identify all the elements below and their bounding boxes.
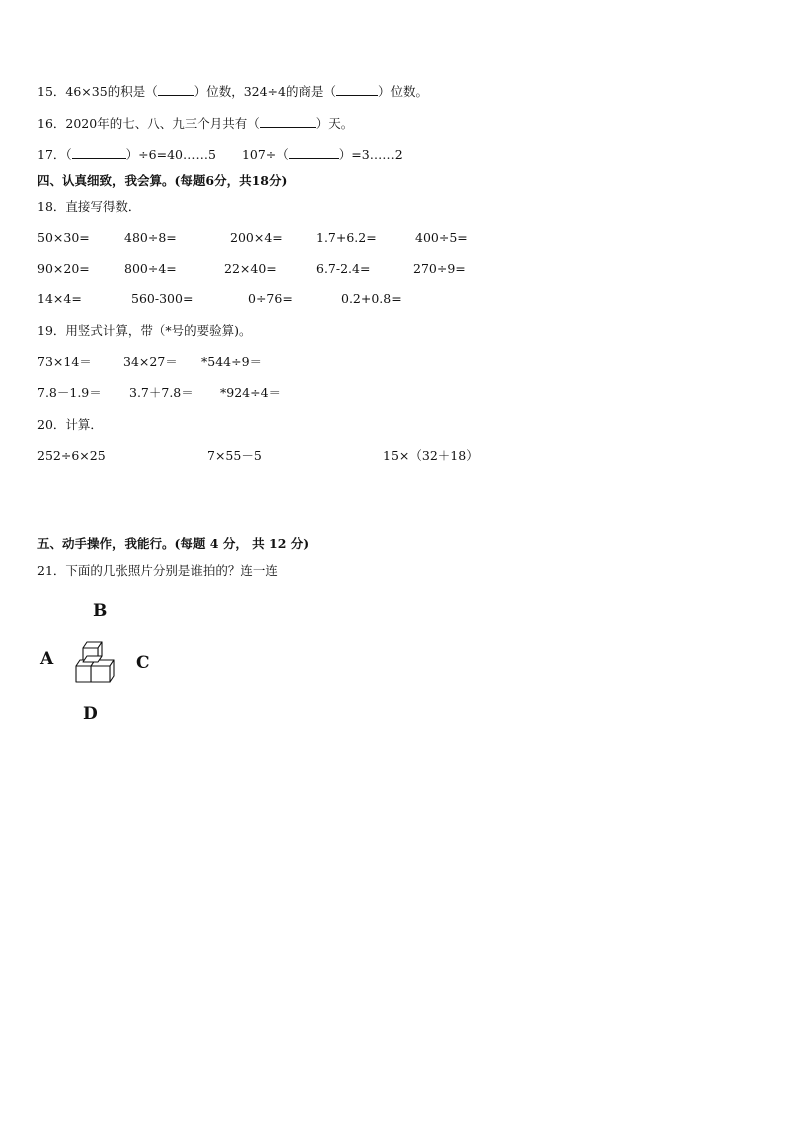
- calc-item: 90×20=: [37, 261, 90, 276]
- calc-item: 560-300=: [131, 291, 194, 306]
- question-18-title: 18．直接写得数．: [37, 199, 141, 214]
- calc-item: 200×4=: [230, 230, 283, 245]
- question-number: 17．: [37, 147, 66, 162]
- calc-item: 6.7-2.4=: [316, 261, 371, 276]
- view-label-d: D: [83, 704, 98, 724]
- answer-blank[interactable]: [260, 126, 316, 128]
- question-text: ）位数，324÷4的商是（: [193, 84, 336, 99]
- section-5-title: 五、动手操作，我能行。(每题 4 分， 共 12 分): [37, 536, 310, 551]
- calc-item: 1.7+6.2=: [316, 230, 377, 245]
- cube-face: [83, 656, 102, 662]
- question-text: 107÷（: [241, 147, 289, 162]
- question-number: 15．: [37, 84, 66, 99]
- calc-item: 15×（32＋18）: [383, 448, 479, 463]
- cube-face: [91, 666, 110, 682]
- calc-item: 480÷8=: [124, 230, 177, 245]
- question-number: 16．: [37, 116, 66, 131]
- calc-item: 7.8－1.9＝: [37, 385, 102, 400]
- question-21-title: 21．下面的几张照片分别是谁拍的？连一连: [37, 563, 278, 578]
- question-text: 2020年的七、八、九三个月共有（: [65, 116, 260, 131]
- calc-item: 800÷4=: [124, 261, 177, 276]
- calc-item: *544÷9＝: [201, 354, 263, 369]
- question-text: ）÷6=40……5: [125, 147, 216, 162]
- section-4-title: 四、认真细致，我会算。(每题6分，共18分): [37, 173, 288, 188]
- question-16: [37, 118, 353, 131]
- answer-blank[interactable]: [289, 157, 339, 159]
- question-20-title: 20．计算．: [37, 417, 103, 432]
- calc-item: 0.2+0.8=: [341, 291, 402, 306]
- view-label-a: A: [40, 649, 54, 669]
- calc-item: 34×27＝: [123, 354, 178, 369]
- answer-blank[interactable]: [158, 94, 194, 96]
- calc-item: 3.7＋7.8＝: [129, 385, 194, 400]
- question-17: [37, 149, 403, 162]
- calc-item: 50×30=: [37, 230, 90, 245]
- question-text: 46×35的积是（: [65, 84, 158, 99]
- calc-item: 22×40=: [224, 261, 277, 276]
- answer-blank[interactable]: [336, 94, 378, 96]
- question-text: ）位数。: [378, 84, 429, 99]
- calc-item: 73×14＝: [37, 354, 92, 369]
- answer-blank[interactable]: [72, 157, 126, 159]
- cube-stack-figure: [70, 636, 122, 692]
- cube-face: [76, 666, 91, 682]
- calc-item: 0÷76=: [248, 291, 293, 306]
- calc-item: 400÷5=: [415, 230, 468, 245]
- calc-item: 270÷9=: [413, 261, 466, 276]
- calc-item: 252÷6×25: [37, 448, 106, 463]
- calc-item: 14×4=: [37, 291, 82, 306]
- calc-item: 7×55－5: [207, 448, 262, 463]
- view-label-b: B: [93, 601, 108, 621]
- calc-item: *924÷4＝: [220, 385, 282, 400]
- question-15: [37, 86, 428, 99]
- question-text: ）=3……2: [338, 147, 403, 162]
- question-19-title: 19．用竖式计算，带（*号的要验算)。: [37, 323, 252, 338]
- question-text: ）天。: [315, 116, 354, 131]
- question-text: （: [65, 147, 72, 162]
- view-label-c: C: [136, 653, 150, 673]
